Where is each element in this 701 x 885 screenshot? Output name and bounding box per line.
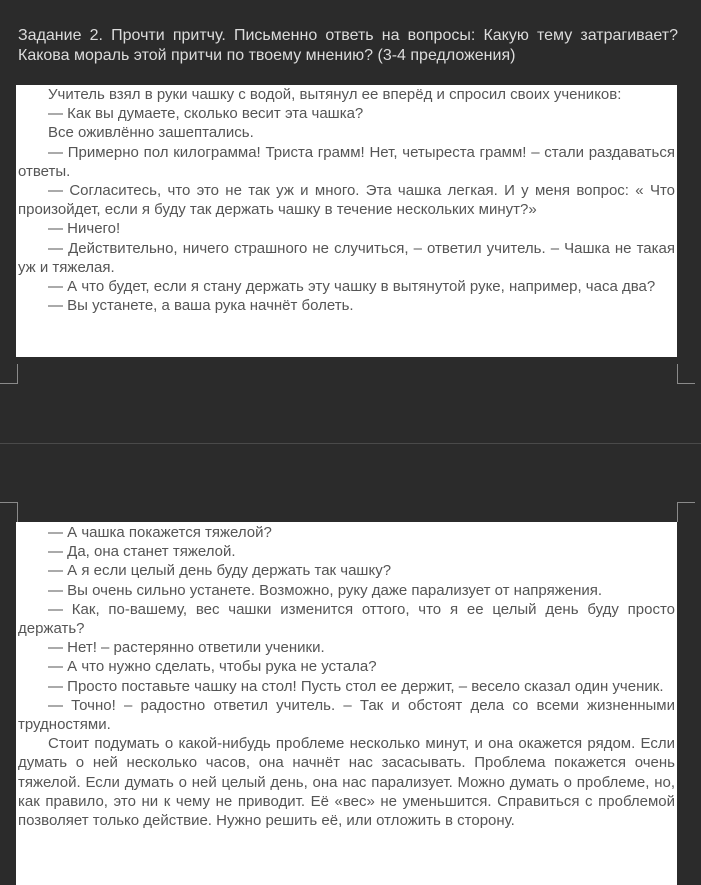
page-gap-divider <box>0 443 701 444</box>
crop-mark-top-right <box>677 502 695 522</box>
paragraph: — Точно! – радостно ответил учитель. – Так и обстоят дела со всеми жизненными трудностями. <box>18 696 675 734</box>
document-page-1 <box>16 85 677 357</box>
paragraph: Все оживлённо зашептались. <box>48 124 254 142</box>
task-heading: Задание 2. Прочти притчу. Письменно ответь на вопросы: Какую тему затрагивает? Какова мораль этой притчи по твоему мнению? (3-4 предложения) <box>18 27 678 64</box>
paragraph: — А что будет, если я стану держать эту чашку в вытянутой руке, например, часа два? <box>48 278 656 296</box>
crop-mark-bottom-right <box>677 364 695 384</box>
paragraph: — Ничего! <box>48 220 121 238</box>
paragraph: — А что нужно сделать, чтобы рука не устала? <box>48 658 377 676</box>
paragraph: — Нет! – растерянно ответили ученики. <box>48 639 325 657</box>
crop-mark-top-left <box>0 502 18 522</box>
document-page-2 <box>16 522 677 885</box>
paragraph: — Как вы думаете, сколько весит эта чашка? <box>48 105 364 123</box>
paragraph: — Вы очень сильно устанете. Возможно, руку даже парализует от напряжения. <box>48 581 603 599</box>
paragraph: — Согласитесь, что это не так уж и много. Эта чашка легкая. И у меня вопрос: « Что произойдет, если я буду так держать чашку в течение нескольких минут?» <box>18 182 675 219</box>
paragraph: — А я если целый день буду держать так чашку? <box>48 562 392 580</box>
paragraph: — Да, она станет тяжелой. <box>48 543 236 561</box>
paragraph: Стоит подумать о какой-нибудь проблеме несколько минут, и она окажется рядом. Если думать о ней несколько часов, она начнёт нас засасывать. Проблема покажется очень тяжелой. Если думать о ней целый день, она нас парализует. Можно думать о проблеме, но, как правило, это ни к чему не приводит. Её «вес» не уменьшится. Справиться с проблемой позволяет только действие. Нужно решить её, или отложить в сторону. <box>18 735 675 830</box>
paragraph: — Как, по-вашему, вес чашки изменится оттого, что я ее целый день буду просто держать? <box>18 600 675 638</box>
paragraph: — Примерно пол килограмма! Триста грамм! Нет, четыреста грамм! – стали раздаваться ответы. <box>18 143 675 180</box>
paragraph: — А чашка покажется тяжелой? <box>48 524 272 541</box>
crop-mark-bottom-left <box>0 364 18 384</box>
paragraph: Учитель взял в руки чашку с водой, вытянул ее вперёд и спросил своих учеников: <box>48 86 622 103</box>
paragraph: — Вы устанете, а ваша рука начнёт болеть. <box>48 297 354 315</box>
paragraph: — Просто поставьте чашку на стол! Пусть стол ее держит, – весело сказал один ученик. <box>48 677 664 695</box>
paragraph: — Действительно, ничего страшного не случиться, – ответил учитель. – Чашка не такая уж и тяжелая. <box>18 239 675 276</box>
